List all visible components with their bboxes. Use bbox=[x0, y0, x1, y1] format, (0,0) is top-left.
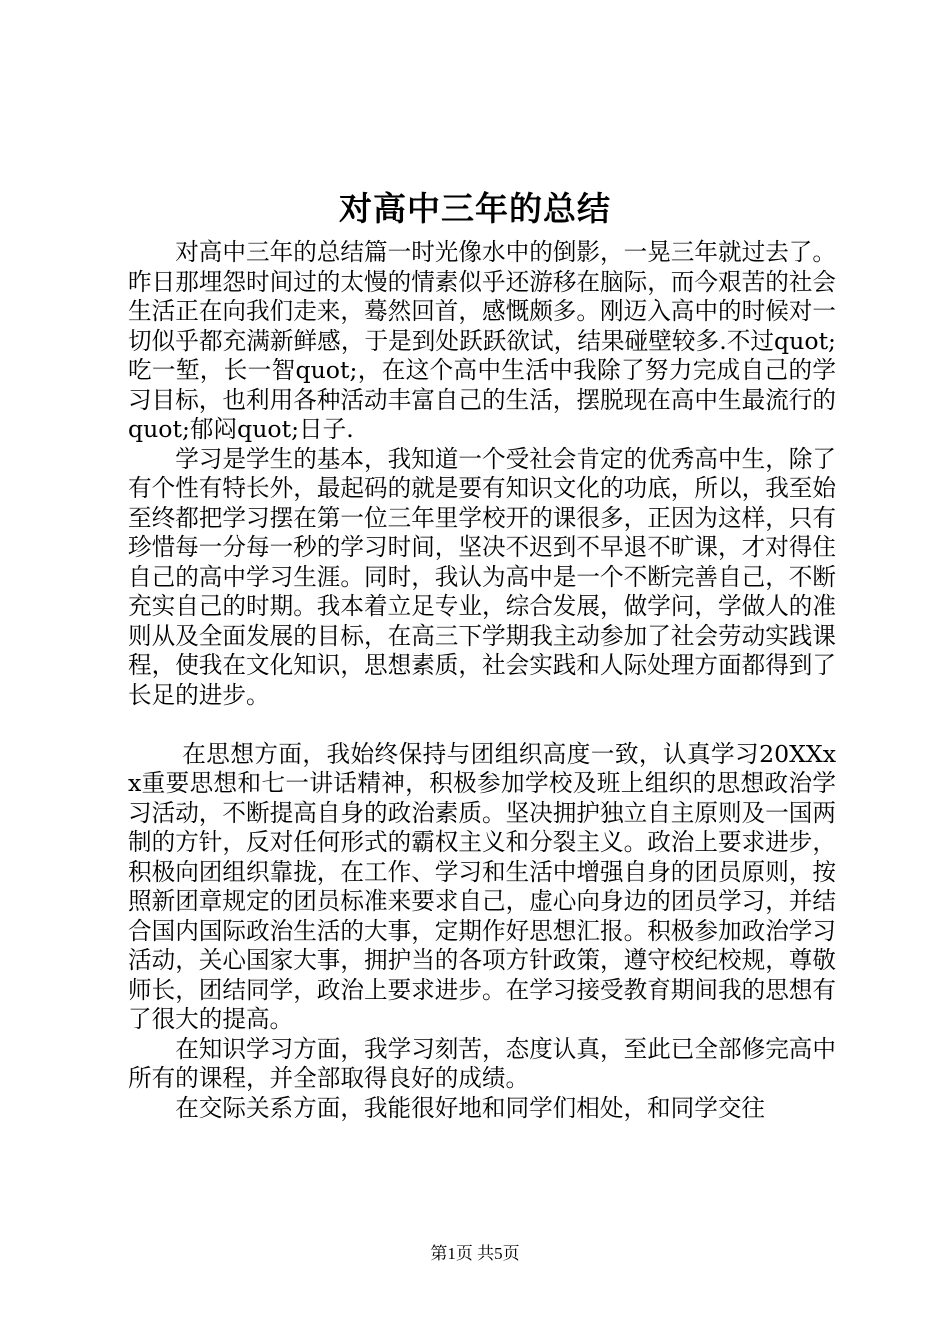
paragraph-social: 在交际关系方面，我能很好地和同学们相处，和同学交往 bbox=[175, 1093, 766, 1122]
page-number-footer: 第1页 共5页 bbox=[430, 1244, 520, 1263]
paragraph-thought: 在思想方面，我始终保持与团组织高度一致，认真学习20XXxx重要思想和七一讲话精神，积极参加学校及班上组织的思想政治学习活动，不断提高自身的政治素质。坚决拥护独立自主原则及一国两制的方针，反对任何形式的霸权主义和分裂主义。政治上要求进步，积极向团组织靠拢，在工作、学习和生活中增强自身的团员原则，按照新团章规定的团员标准来要求自己，虚心向身边的团员学习，并结合国内国际政治生活的大事，定期作好思想汇报。积极参加政治学习活动，关心国家大事，拥护当的各项方针政策，遵守校纪校规，尊敬师长，团结同学，政治上要求进步。在学习接受教育期间我的思想有了很大的提高。 bbox=[128, 739, 836, 1033]
paragraph-knowledge: 在知识学习方面，我学习刻苦，态度认真，至此已全部修完高中所有的课程，并全部取得良好的成绩。 bbox=[128, 1034, 836, 1092]
paragraph-intro: 对高中三年的总结篇一时光像水中的倒影，一晃三年就过去了。昨日那埋怨时间过的太慢的情素似乎还游移在脑际，而今艰苦的社会生活正在向我们走来，蓦然回首，感慨颇多。刚迈入高中的时候对一切似乎都充满新鲜感，于是到处跃跃欲试，结果碰壁较多.不过quot;吃一堑，长一智quot;，在这个高中生活中我除了努力完成自己的学习目标，也利用各种活动丰富自己的生活，摆脱现在高中生最流行的quot;郁闷quot;日子. bbox=[128, 238, 836, 443]
paragraph-study: 学习是学生的基本，我知道一个受社会肯定的优秀高中生，除了有个性有特长外，最起码的就是要有知识文化的功底，所以，我至始至终都把学习摆在第一位三年里学校开的课很多，正因为这样，只有珍惜每一分每一秒的学习时间，坚决不迟到不早退不旷课，才对得住自己的高中学习生涯。同时，我认为高中是一个不断完善自己，不断充实自己的时期。我本着立足专业，综合发展，做学问，学做人的准则从及全面发展的目标，在高三下学期我主动参加了社会劳动实践课程，使我在文化知识，思想素质，社会实践和人际处理方面都得到了长足的进步。 bbox=[128, 444, 836, 709]
document-title: 对高中三年的总结 bbox=[339, 189, 611, 228]
document-body bbox=[128, 238, 836, 1123]
